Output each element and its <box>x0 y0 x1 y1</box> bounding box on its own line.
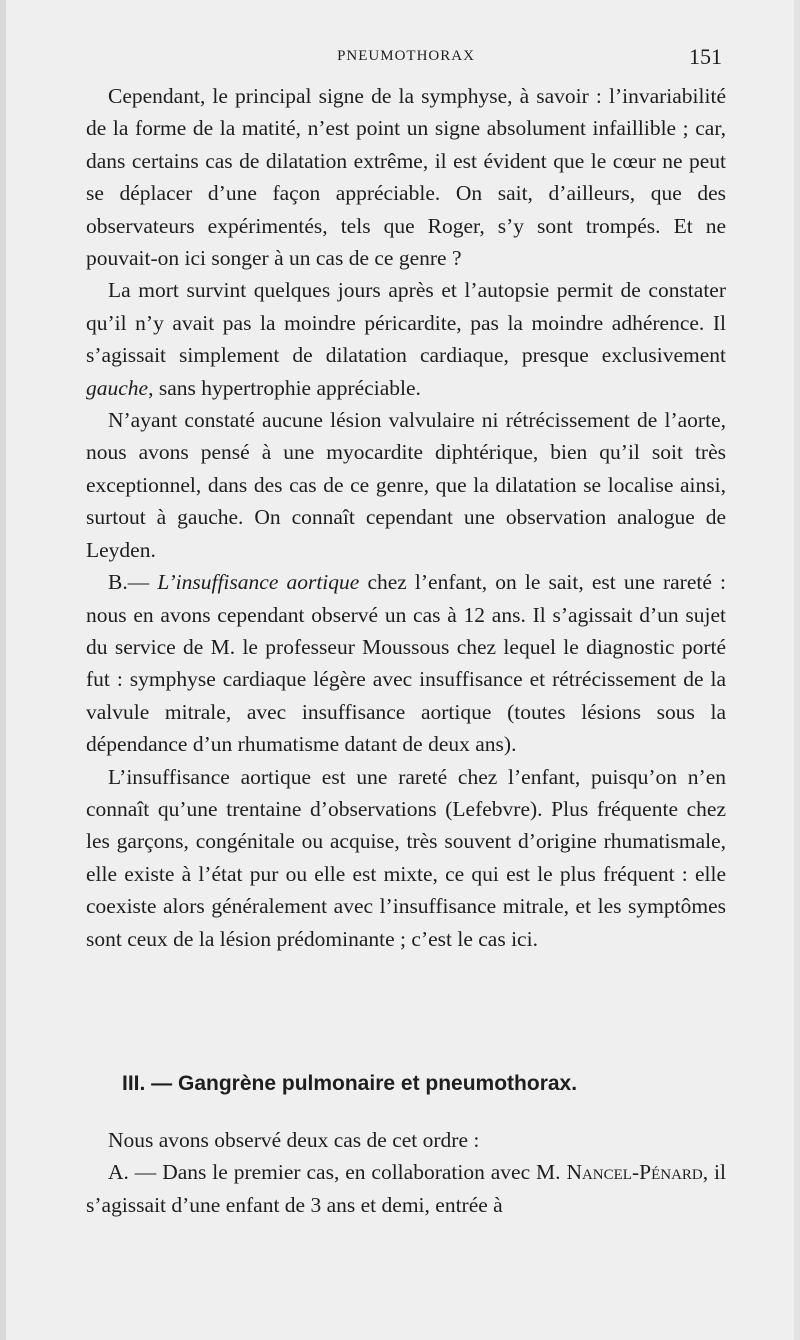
item-marker: B.— <box>108 570 158 595</box>
paragraph-myocardite: N’ayant constaté aucune lésion valvulaire ni rétrécissement de l’aorte, nous avons pensé à une myocardite diphtérique, bien qu’il soit très exceptionnel, dans des cas de ce genre, que la dilatation se localise ainsi, surtout à gauche. On connaît cependant une observation analogue de Leyden. <box>86 408 726 562</box>
text-run: , sans hypertrophie appréciable. <box>148 375 421 400</box>
main-text <box>86 80 726 955</box>
section-heading: III. — Gangrène pulmonaire et pneumothorax. <box>122 1072 578 1095</box>
text-run: , il s’agissait d’une enfant de 3 ans et demi, entrée à <box>86 1160 726 1217</box>
paragraph-premier-cas <box>86 1156 726 1221</box>
paragraph-deux-cas: Nous avons observé deux cas de cet ordre : <box>108 1128 480 1152</box>
paragraph-rarete: L’insuffisance aortique est une rareté chez l’enfant, puisqu’on n’en connaît qu’une trentaine d’observations (Lefebvre). Plus fréquente chez les garçons, congénitale ou acquise, très souvent d’origine rhumatismale, elle existe à l’état pur ou elle est mixte, ce qui est le plus fréquent : elle coexiste alors généralement avec l’insuffisance mitrale, et les symptômes sont ceux de la lésion prédominante ; c’est le cas ici. <box>86 764 726 951</box>
paragraph-symphyse: Cependant, le principal signe de la symphyse, à savoir : l’invariabilité de la forme de la matité, n’est point un signe absolument infaillible ; car, dans certains cas de dilatation extrême, il est évident que le cœur ne peut se déplacer d’une façon appréciable. On sait, d’ailleurs, que des observateurs expérimentés, tels que Roger, s’y sont trompés. Et ne pouvait-on ici songer à un cas de ce genre ? <box>86 84 726 271</box>
author-name: Nancel-Pénard <box>566 1160 703 1185</box>
page-number: 151 <box>689 44 722 69</box>
italic-term: L’insuffisance aortique <box>157 570 360 595</box>
running-title: PNEUMOTHORAX <box>337 48 475 64</box>
paragraph-insuffisance-aortique <box>86 566 726 760</box>
text-run: chez l’enfant, on le sait, est une rareté : nous en avons cependant observé un cas à 12 ans. Il s’agissait d’un sujet du service de M. le professeur Moussous chez lequel le diagnostic porté fut : symphyse cardiaque légère avec insuffisance et rétrécissement de la valvule mitrale, avec insuffisance aortique (toutes lésions sous la dépendance d’un rhumatisme datant de deux ans). <box>86 570 726 757</box>
paragraph-autopsie <box>86 274 726 404</box>
italic-term: gauche <box>86 375 149 400</box>
text-run: La mort survint quelques jours après et l’autopsie permit de constater qu’il n’y avait pas la moindre péricardite, pas la moindre adhérence. Il s’agissait simplement de dilatation cardiaque, presque exclusivement <box>86 278 726 368</box>
running-head <box>6 40 800 74</box>
section-text <box>86 1124 726 1221</box>
text-run: A. — Dans le premier cas, en collaboration avec M. <box>108 1160 567 1185</box>
